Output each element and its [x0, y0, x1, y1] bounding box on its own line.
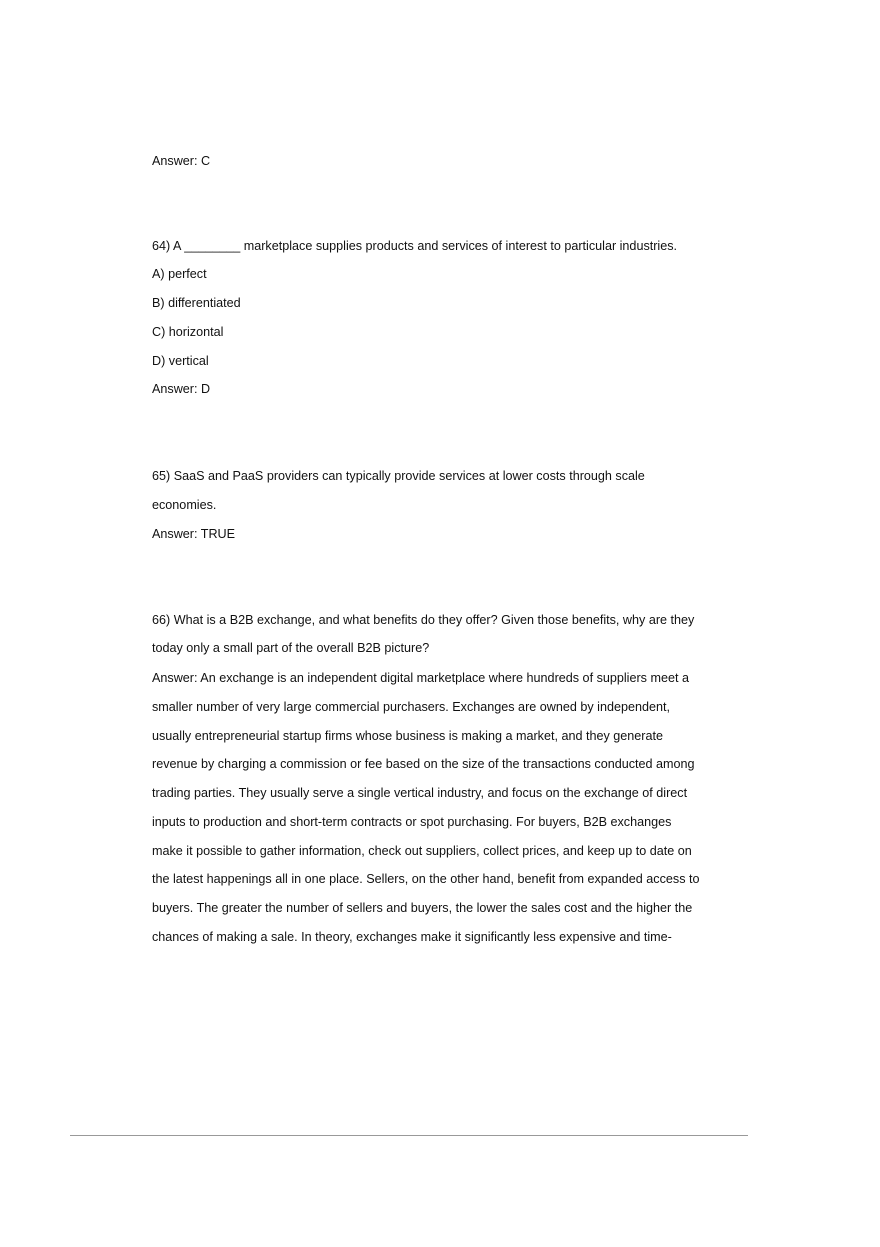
q64-option-a: A) perfect — [152, 267, 207, 281]
q66-answer-line: revenue by charging a commission or fee based on the size of the transactions conducted among — [152, 757, 695, 771]
q65-answer: Answer: TRUE — [152, 527, 236, 541]
q66-answer-line: smaller number of very large commercial purchasers. Exchanges are owned by independent, — [152, 700, 671, 714]
q63-answer: Answer: C — [152, 154, 211, 168]
footer-divider — [70, 1135, 748, 1136]
q66-answer-line: make it possible to gather information, check out suppliers, collect prices, and keep up to date on — [152, 844, 692, 858]
q66-answer-line: the latest happenings all in one place. Sellers, on the other hand, benefit from expanded access to — [152, 872, 700, 886]
q64-option-c: C) horizontal — [152, 325, 224, 339]
q66-question-line: 66) What is a B2B exchange, and what benefits do they offer? Given those benefits, why are they — [152, 613, 695, 627]
q66-answer-line: inputs to production and short-term contracts or spot purchasing. For buyers, B2B exchanges — [152, 815, 672, 829]
q64-option-b: B) differentiated — [152, 296, 241, 310]
q64-answer: Answer: D — [152, 382, 211, 396]
q66-answer-line: Answer: An exchange is an independent digital marketplace where hundreds of suppliers meet a — [152, 671, 689, 685]
q64-question: 64) A ________ marketplace supplies products and services of interest to particular industries. — [152, 239, 678, 253]
q66-answer-line: usually entrepreneurial startup firms whose business is making a market, and they generate — [152, 729, 664, 743]
q66-answer-line: chances of making a sale. In theory, exchanges make it significantly less expensive and time- — [152, 930, 672, 944]
q66-question-line: today only a small part of the overall B2B picture? — [152, 641, 430, 655]
q66-answer-line: trading parties. They usually serve a single vertical industry, and focus on the exchange of direct — [152, 786, 688, 800]
q64-option-d: D) vertical — [152, 354, 209, 368]
q65-question-line: 65) SaaS and PaaS providers can typically provide services at lower costs through scale — [152, 469, 645, 483]
q66-answer-line: buyers. The greater the number of sellers and buyers, the lower the sales cost and the higher the — [152, 901, 693, 915]
q65-question-line: economies. — [152, 498, 217, 512]
